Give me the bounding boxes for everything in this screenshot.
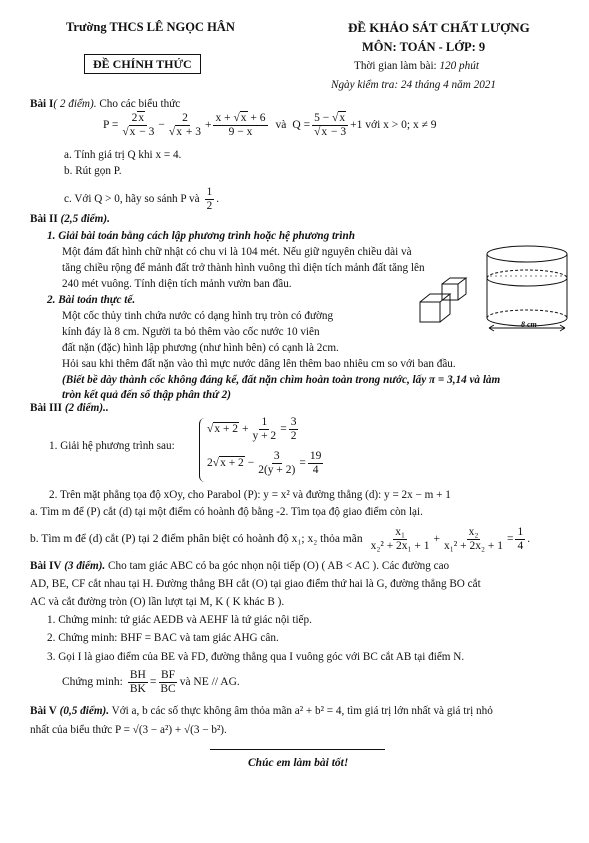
bai3-b: b. Tìm m để (d) cắt (P) tại 2 điểm phân biệt có hoành độ x₁; x₂ thỏa mãn $\frac{\text{x₁}}{\text{x₂² + 2x₁ + 1}}$ + $\frac{\text{x₂}}{\text{x₁² + 2x₂ + 1}}$ = $\frac{1}{4}$ . (30, 526, 531, 553)
bai5-l1: Bài V (0,5 điểm). Với a, b các số thực không âm thỏa mãn a² + b² = 4, tìm giá trị lớn nhất và giá trị nhỏ (30, 705, 493, 717)
bai4-l3: AC và cắt đường tròn (O) lần lượt tại M, K ( K khác B ). (30, 596, 285, 608)
bai1-b: b. Rút gọn P. (64, 165, 122, 177)
bai1-heading: Bài I( 2 điểm). Cho các biểu thức (30, 98, 181, 110)
bai4-s3b: Chứng minh: $\frac{BH}{BK}$ = $\frac{BF}{BC}$ và NE // AG. (62, 669, 240, 696)
bai3-p1: 1. Giải hệ phương trình sau: (49, 440, 175, 452)
system-eq2: 2√x + 2 − $\frac{3}{2(y + 2)}$ = $\frac{19}{4}$ (207, 450, 322, 477)
bai3-a: a. Tìm m để (P) cắt (d) tại một điểm có hoành độ bằng -2. Tìm tọa độ giao điểm còn lại. (30, 506, 423, 518)
bai4-s2: 2. Chứng minh: BHF = BAC và tam giác AHG cân. (47, 632, 279, 644)
bai1-formula: P = $\frac{2x}{√x - 3}$ − $\frac{2}{√x + 3}$ + $\frac{x + √x + 6}{9 - x}$ và Q = $\frac{5 - √x}{√x - 3}$ +1 với x > 0; x ≠ 9 (103, 112, 437, 139)
bai2-heading: Bài II (2,5 điểm). (30, 213, 110, 225)
bai1-a: a. Tính giá trị Q khi x = 4. (64, 149, 182, 161)
bai2-p2-l5: (Biết bề dày thành cốc không đáng kể, đất nặn chìm hoàn toàn trong nước, lấy π = 3,14 và làm (62, 374, 501, 386)
bai4-l1: Bài IV (3 điểm). Cho tam giác ABC có ba góc nhọn nội tiếp (O) ( AB < AC ). Các đường cao (30, 560, 450, 572)
official-label: ĐỀ CHÍNH THỨC (84, 54, 201, 74)
bai3-heading: Bài III (2 điểm).. (30, 402, 109, 414)
bai3-p2: 2. Trên mặt phẳng tọa độ xOy, cho Parabol (P): y = x² và đường thẳng (d): y = 2x − m + 1 (49, 489, 451, 501)
bai2-p2-title: 2. Bài toán thực tế. (47, 294, 136, 306)
bai2-p2-l2: kính đáy là 8 cm. Người ta bỏ thêm vào cốc nước 10 viên (62, 326, 320, 338)
bai2-p1-l3: 240 mét vuông. Tính diện tích mảnh vườn ban đầu. (62, 278, 292, 290)
bai5-l2: nhất của biểu thức P = √(3 − a²) + √(3 − b²). (30, 724, 227, 736)
bai4-s1: 1. Chứng minh: tứ giác AEDB và AEHF là tứ giác nội tiếp. (47, 614, 312, 626)
system-eq1: √x + 2 + $\frac{1}{y + 2}$ = $\frac{3}{2}$ (207, 416, 297, 443)
bai1-c: c. Với Q > 0, hãy so sánh P và $\frac{1}{2}$ . (64, 186, 219, 212)
exam-title: ĐỀ KHẢO SÁT CHẤT LƯỢNG (348, 20, 530, 35)
bai2-p1-l1: Một đám đất hình chữ nhật có chu vi là 104 mét. Nếu giữ nguyên chiều dài và (62, 246, 412, 258)
bai2-p1-title: 1. Giải bài toán bằng cách lập phương trình hoặc hệ phương trình (47, 230, 355, 242)
cylinder-cubes-figure (412, 240, 572, 340)
footer-divider (210, 749, 385, 750)
footer-message: Chúc em làm bài tốt! (248, 757, 349, 769)
bai2-p2-l3: đất nặn (đặc) hình lập phương (như hình bên) có cạnh là 2cm. (62, 342, 339, 354)
bai4-l2: AD, BE, CF cắt nhau tại H. Đường thẳng BH cắt (O) tại giao điểm thứ hai là G, đường thẳng BO cắt (30, 578, 481, 590)
bai2-p1-l2: tăng chiều rộng để mảnh đất trở thành hình vuông thì diện tích mảnh đất tăng lên (62, 262, 425, 274)
exam-date: Ngày kiểm tra: 24 tháng 4 năm 2021 (331, 79, 496, 91)
figure-label: 8 cm (521, 320, 537, 329)
bai2-p2-l1: Một cốc thủy tinh chứa nước có dạng hình trụ tròn có đường (62, 310, 334, 322)
system-brace (199, 418, 206, 482)
school-name: Trường THCS LÊ NGỌC HÂN (66, 20, 235, 34)
bai2-p2-l6: tròn kết quả đến số thập phân thứ 2) (62, 389, 231, 401)
bai2-p2-l4: Hỏi sau khi thêm đất nặn vào thì mực nước dâng lên thêm bao nhiêu cm so với ban đầu. (62, 358, 456, 370)
exam-subject: MÔN: TOÁN - LỚP: 9 (362, 40, 486, 54)
exam-time: Thời gian làm bài: 120 phút (354, 60, 479, 72)
bai4-s3: 3. Gọi I là giao điểm của BE và FD, đường thẳng qua I vuông góc với BC cắt AB tại điểm N. (47, 651, 465, 663)
